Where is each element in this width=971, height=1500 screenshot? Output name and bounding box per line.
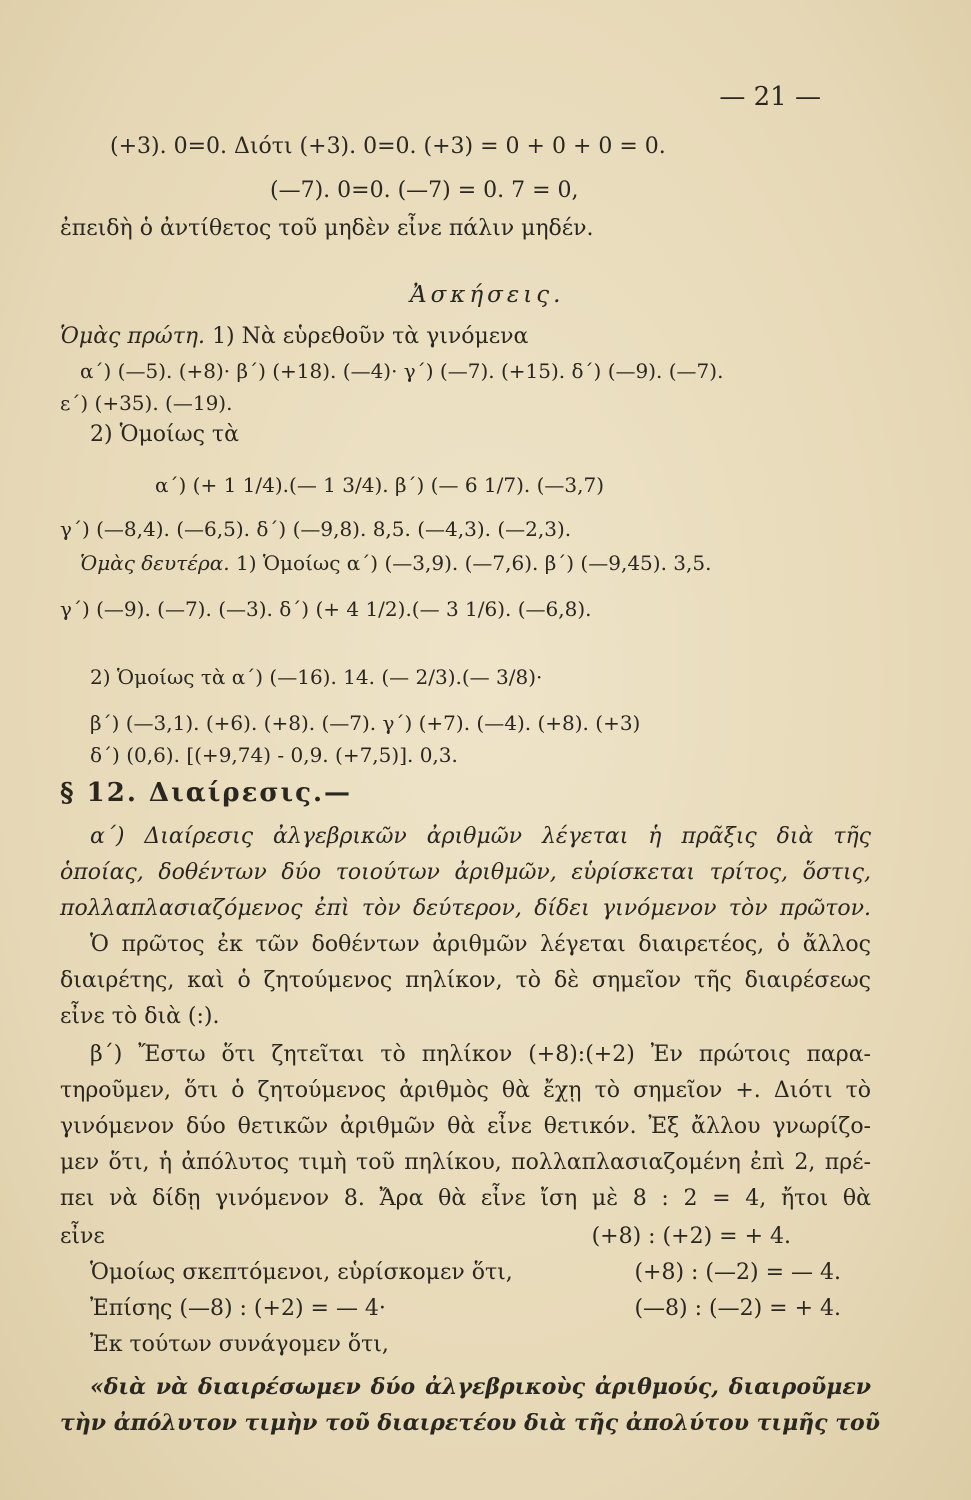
para-line-11: πει νὰ δίδῃ γινόμενον 8. Ἄρα θὰ εἶνε ἴση μὲ 8 : 2 = 4, ἤτοι θὰ [60,1186,871,1211]
text-line-11 [80,548,911,578]
para-line-9: γινόμενον δύο θετικῶν ἀριθμῶν θὰ εἶνε θετικόν. Ἐξ ἄλλου γνωρίζο- [60,1114,871,1139]
text-line-9-fractions: α΄) (+ 1 1/4).(— 1 3/4). β΄) (— 6 1/7). (—3,7) [155,473,605,497]
para-line-1: α΄) Διαίρεσις ἀλγεβρικῶν ἀριθμῶν λέγεται ἡ πρᾶξις διὰ τῆς [90,824,871,849]
para-line-10: μεν ὅτι, ἡ ἀπόλυτος τιμὴ τοῦ πηλίκου, πολλαπλασιαζομένη ἐπὶ 2, πρέ- [60,1150,871,1175]
para-line-13-text: Ὁμοίως σκεπτόμενοι, εὑρίσκομεν ὅτι, [90,1260,513,1285]
text-line-14: β΄) (—3,1). (+6). (+8). (—7). γ΄) (+7). (—4). (+8). (+3) [90,711,641,735]
text-line-13-fractions: 2) Ὁμοίως τὰ α΄) (—16). 14. (— 2/3).(— 3/8)· [90,665,543,689]
equation-4: (—8) : (—2) = + 4. [634,1296,841,1321]
section-12-heading: § 12. Διαίρεσις.— [60,778,353,808]
text-line-1: (+3). 0=0. Διότι (+3). 0=0. (+3) = 0 + 0 + 0 = 0. [110,134,666,159]
text-line-10: γ΄) (—8,4). (—6,5). δ΄) (—9,8). 8,5. (—4,3). (—2,3). [60,517,572,541]
equation-1: (+8) : (+2) = + 4. [591,1224,791,1249]
group-two-exercise-1: 1) Ὁμοίως α΄) (—3,9). (—7,6). β΄) (—9,45). 3,5. [235,551,712,575]
para-line-7: β΄) Ἔστω ὅτι ζητεῖται τὸ πηλίκον (+8):(+2) Ἐν πρώτοις παρα- [90,1042,871,1067]
text-line-15: δ΄) (0,6). [(+9,74) - 0,9. (+7,5)]. 0,3. [90,743,458,767]
para-line-6: εἶνε τὸ διὰ (:). [60,1004,220,1029]
equation-3: Ἐπίσης (—8) : (+2) = — 4· [90,1296,386,1321]
group-one-label: Ὁμὰς πρώτη. [60,324,206,349]
text-line-5 [60,322,911,352]
para-line-14 [90,1294,911,1324]
rule-line-2: τὴν ἀπόλυτον τιμὴν τοῦ διαιρετέου διὰ τῆς ἀπολύτου τιμῆς τοῦ [60,1410,880,1436]
group-two-label: Ὁμὰς δευτέρα. [80,551,230,575]
equation-2: (+8) : (—2) = — 4. [634,1260,841,1285]
para-line-12-text: εἶνε [60,1224,105,1249]
para-line-8: τηροῦμεν, ὅτι ὁ ζητούμενος ἀριθμὸς θὰ ἔχῃ τὸ σημεῖον +. Διότι τὸ [60,1078,871,1103]
para-line-3: πολλαπλασιαζόμενος ἐπὶ τὸν δεύτερον, δίδει γινόμενον τὸν πρῶτον. [60,896,871,921]
para-line-15: Ἐκ τούτων συνάγομεν ὅτι, [90,1332,389,1357]
text-line-12-fractions: γ΄) (—9). (—7). (—3). δ΄) (+ 4 1/2).(— 3 1/6). (—6,8). [60,597,592,621]
para-line-13 [90,1258,911,1288]
para-line-5: διαιρέτης, καὶ ὁ ζητούμενος πηλίκον, τὸ δὲ σημεῖον τῆς διαιρέσεως [60,968,871,993]
text-line-6: α΄) (—5). (+8)· β΄) (+18). (—4)· γ΄) (—7). (+15). δ΄) (—9). (—7). [80,359,724,383]
exercise-1-instruction: 1) Νὰ εὑρεθοῦν τὰ γινόμενα [212,324,529,349]
exercises-heading: Ἀσκήσεις. [410,282,565,308]
para-line-12 [60,1222,911,1252]
page-number: — 21 — [719,82,821,112]
para-line-2: ὁποίας, δοθέντων δύο τοιούτων ἀριθμῶν, εὑρίσκεται τρίτος, ὅστις, [60,860,871,885]
text-line-7: ε΄) (+35). (—19). [60,391,233,415]
text-line-8: 2) Ὁμοίως τὰ [90,422,239,447]
text-line-2: (—7). 0=0. (—7) = 0. 7 = 0, [270,178,579,203]
rule-line-1: «διὰ νὰ διαιρέσωμεν δύο ἀλγεβρικοὺς ἀριθμούς, διαιροῦμεν [90,1374,871,1400]
para-line-4: Ὁ πρῶτος ἐκ τῶν δοθέντων ἀριθμῶν λέγεται διαιρετέος, ὁ ἄλλος [90,932,871,957]
text-line-3: ἐπειδὴ ὁ ἀντίθετος τοῦ μηδὲν εἶνε πάλιν μηδέν. [60,216,594,241]
